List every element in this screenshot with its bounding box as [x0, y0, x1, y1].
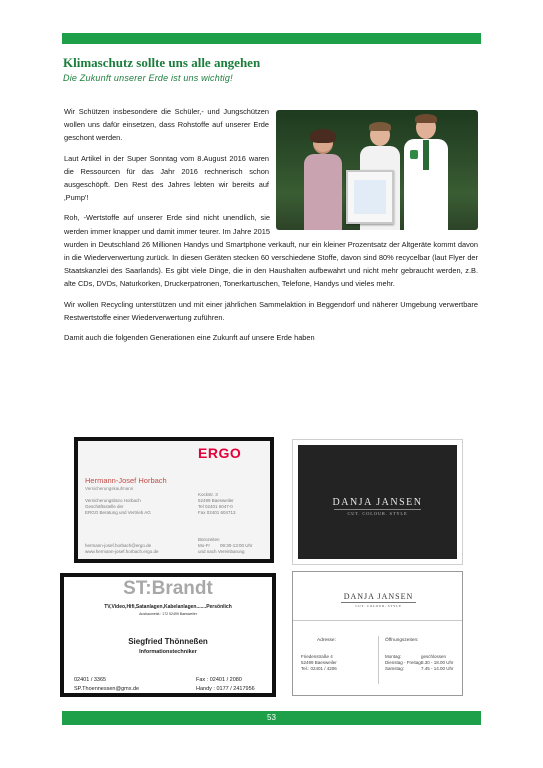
paragraph-3: Roh, -Wertstoffe auf unserer Erde sind nicht unendlich, sie werden immer knapper und damit immer teurer. Im Jahre 2015 wurden in Deutschland 26 Millionen Handys und Smartphone verkauft, nur ein kleiner Prozentsatz der Altgeräte kommt davon in die Wiederverwertung zurück. In diesen Geräten stecken 60 verschiedene Stoffe, davon sind 80% recycelbar (laut Flyer der Staatskanzlei des Saarlands). Es gibt viele Dinge, die in den Haushalten aufbewahrt und nicht mehr gebraucht werden, z.B. alte CDs, DVDs, Naturkorken, Druckerpatronen, Tonerkartuschen, Telefone, Handys und vieles mehr. — [64, 213, 478, 289]
ergo-office-hours: Bürozeiten Mo-Fr 09:30-13:00 Uhr und nach Vereinbarung — [198, 537, 253, 554]
woman-figure — [304, 132, 342, 230]
st-brandt-mobile: Handy : 0177 / 2417956 — [196, 686, 255, 692]
ergo-address-text: Kockstr. 3 52499 Baesweiler Tel 02401 6047-0 Fax 02401 604713 — [198, 492, 236, 515]
page-number: 53 — [267, 713, 276, 722]
top-accent-bar — [62, 33, 481, 44]
danja-light-divider — [293, 620, 463, 621]
danja-hours-times: geschlossen 8.30 - 18.00 Uhr 7.45 - 14.00 Uhr — [421, 654, 454, 671]
young-man-figure — [404, 116, 448, 230]
ergo-business-card — [74, 437, 274, 563]
paragraph-5: Damit auch die folgenden Generationen eine Zukunft auf unsere Erde haben — [64, 333, 315, 343]
danja-light-column-divider — [378, 636, 379, 684]
danja-light-name: DANJA JANSEN — [343, 592, 414, 601]
danja-hours-label: Öffnungszeiten: — [385, 638, 419, 643]
article-title: Klimaschutz sollte uns alle angehen — [63, 55, 261, 70]
st-brandt-services: TV,Video,Hifi,Satanlagen,Kabelanlagen.......Persönlich — [104, 604, 232, 610]
danja-jansen-light-card — [292, 571, 463, 696]
danja-address-lines: Friedenstraße 4 52499 Baesweiler Tel.: 02401 / 4206 — [301, 654, 337, 671]
danja-dark-tagline: CUT. COLOUR. STYLE — [347, 511, 408, 516]
article-subtitle: Die Zukunft unserer Erde ist uns wichtig! — [63, 73, 233, 83]
st-brandt-person: Siegfried Thönneßen — [128, 637, 208, 646]
st-brandt-business-card — [60, 573, 276, 697]
article-body — [64, 105, 478, 351]
st-brandt-phone: 02401 / 3365 — [74, 677, 107, 683]
st-brandt-job-title: Informationstechniker — [139, 649, 197, 655]
danja-dark-name: DANJA JANSEN — [332, 497, 423, 508]
st-brandt-email: SP.Thoennessen@gmx.de — [74, 686, 140, 692]
danja-light-tagline: CUT. COLOUR. STYLE — [355, 604, 402, 608]
ergo-contact-role: Versicherungskaufmann — [85, 486, 134, 491]
danja-address-label: Adresse: — [317, 638, 336, 643]
danja-hours-days: Montag: Dienstag - Freitag: Samstag: — [385, 654, 423, 671]
danja-jansen-dark-card — [292, 439, 463, 565]
ergo-office-text: Versicherungsbüro Horbach Geschäftsstelle der ERGO Beratung und Vertrieb AG — [85, 498, 151, 515]
danja-light-rule — [341, 602, 416, 603]
paragraph-1: Wir Schützen insbesondere die Schüler,- und Jungschützen wollen uns dafür einsetzen, dass Rohstoffe auf unserer Erde geschont werden. — [64, 107, 269, 143]
st-brandt-fax: Fax : 02401 / 2080 — [196, 677, 242, 683]
danja-dark-rule — [334, 509, 421, 510]
st-brandt-logo: ST:Brandt — [123, 578, 213, 599]
ergo-web-contact: hermann-josef.horbach@ergo.de www.hermann-josef.horbach.ergo.de — [85, 543, 159, 554]
paragraph-4: Wir wollen Recycling unterstützen und mit einer jährlichen Sammelaktion in Beggendorf und näherer Umgebung verwertbare Restwertstoffe einer Wiederverwertung zuführen. — [64, 299, 478, 322]
certificate-frame — [346, 170, 394, 224]
ergo-logo: ERGO — [198, 445, 242, 461]
st-brandt-agent-line: Ausbaumeist.: 172 52499 Baesweiler — [139, 612, 197, 616]
paragraph-2: Laut Artikel in der Super Sonntag vom 8.August 2016 waren die Ressourcen für das Jahr 2016 rechnerisch schon ausgeschöpft. Den Rest des Jahres lebten wir bereits auf ‚Pump'! — [64, 153, 269, 203]
group-photo — [276, 110, 478, 230]
ergo-contact-name: Hermann-Josef Horbach — [85, 476, 167, 485]
